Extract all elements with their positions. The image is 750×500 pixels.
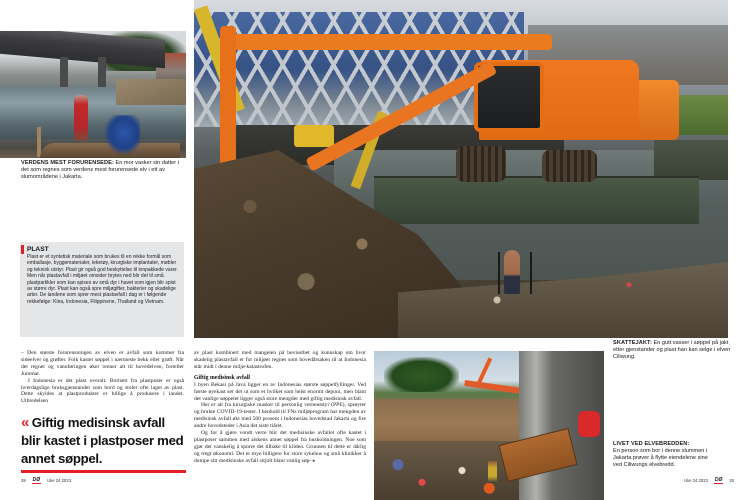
caption-text: En gutt vasser i søppel på jakt etter gjenstander og plast han kan selge i elven Ciliwung. bbox=[613, 340, 731, 360]
caption-text: En mor vasker sin datter i det som regnes som verdens mest forurensede elv i ett av slumområdene i Jakarta. bbox=[21, 160, 179, 180]
photo-river-washing bbox=[0, 31, 186, 158]
body-paragraph: Her er alt fra kirurgiske masker til personlig verneutstyr (PPE), sprøyter og brukte COVID-19-tester. I henhold til FNs miljøprogram har mengden av medisinsk avfall økt med 500 prosent i Indonesias hovedstad Jakarta og fire andre hovedsteder i Asia det siste tiåret. bbox=[194, 402, 366, 430]
photo-riverbank-debris bbox=[374, 351, 604, 500]
body-paragraph bbox=[194, 430, 366, 465]
photo-bridge-pillar bbox=[60, 57, 68, 87]
body-paragraph: I byen Bekasi på Java ligger en av Indonesias største søppelfyllinger. Ved første øyekast ser det ut som et hvilket som helst enormt deponi, men blant det vanlige søppelet ligger også store mengder med giftig medisinsk avfall. bbox=[194, 381, 366, 402]
photo-barge bbox=[374, 176, 699, 224]
body-paragraph: I Indonesia er det plast overalt. Bortsett fra plastposer er også hverdagslige bruksgjenstander som bord og stoler ofte laget av plast. Dette skyldes at plastprodukter er billige å produsere i landet. Utbredelsen bbox=[21, 377, 184, 405]
photo-bank bbox=[116, 79, 186, 105]
caption-lead: SKATTEJAKT: bbox=[613, 340, 652, 346]
page-number: 39 bbox=[21, 478, 26, 483]
photo-girl bbox=[74, 95, 88, 141]
pull-quote bbox=[21, 414, 186, 468]
photo-stick bbox=[498, 252, 500, 294]
photo-yellow-excavator bbox=[294, 125, 334, 147]
factbox-plast bbox=[20, 242, 184, 337]
caption-skattejakt bbox=[613, 340, 735, 361]
photo-barge-back bbox=[654, 140, 728, 180]
photo-man-red-shirt bbox=[578, 411, 600, 437]
photo-boom-arm bbox=[220, 26, 236, 166]
issue-date: Uke 24 2023 bbox=[47, 478, 71, 483]
photo-stick bbox=[530, 252, 532, 294]
factbox-title: PLAST bbox=[27, 246, 49, 253]
factbox-marker bbox=[21, 245, 24, 254]
issue-date: Uke 24 2023 bbox=[684, 478, 708, 483]
quote-mark-icon: « bbox=[21, 414, 28, 431]
body-paragraph: av plast kombinert med mangelen på bevissthet og kunnskap om hvor skadelig plastavfall er for miljøet regnes som hovedårsaken til at Indonesia står midt i denne miljø-katastrofen. bbox=[194, 350, 366, 370]
factbox-body: Plast er et syntetisk materiale som brukes til en rekke formål som emballasje, byggematerialer, leketøy, kirurgiske implantater, møbler og teknisk utstyr. Plast gir også god beskyttelse til innpakkede varer. Men når plastavfall i miljøet omsider brytes ned blir det til små plastpartikler som kan spises av små dyr i havet som igjen blir spist av større dyr. Plast kan også spre miljøgifter, bakterier og skadelige arter. De landene som sprer mest plastavfall i dag er i følgende rekkefølge: Kina, Indonesia, Filippinene, Thailand og Vietnam. bbox=[27, 254, 178, 305]
caption-lead: VERDENS MEST FORURENSEDE: bbox=[21, 160, 114, 166]
continue-arrow-icon: ▸ bbox=[312, 457, 316, 464]
body-column-middle bbox=[194, 350, 366, 465]
caption-lead: LIVET VED ELVEBREDDEN: bbox=[613, 441, 690, 447]
photo-boom bbox=[222, 34, 552, 50]
pull-quote-rule bbox=[21, 470, 186, 473]
caption-river bbox=[21, 160, 186, 181]
subheading: Giftig medisinsk avfall bbox=[194, 374, 251, 381]
photo-brown-river bbox=[374, 399, 524, 447]
photo-trees bbox=[384, 357, 459, 392]
photo-boy bbox=[488, 461, 497, 483]
photo-bridge-pillar bbox=[98, 57, 106, 87]
folio-left bbox=[21, 478, 71, 484]
photo-track bbox=[456, 146, 506, 182]
photo-mother bbox=[104, 115, 140, 155]
body-paragraph: – Den største forurensningen av elven er avfall som kommer fra sideelver og grøfter. Folk kaster søppel i nærmeste bekk eller grøft. Når det regner og vannføringen øker renner alt til hovedelven, forteller Jummar. bbox=[21, 350, 184, 377]
photo-boy bbox=[504, 250, 520, 294]
body-column-left bbox=[21, 350, 184, 405]
magazine-logo: DØ bbox=[32, 477, 41, 483]
photo-track bbox=[542, 150, 597, 182]
photo-excavators bbox=[194, 0, 728, 338]
body-paragraph-text: Og for å gjøre vondt verre blir det medisinske avfallet ofte kastet i plastposer sammen med alskens annet søppel fra husholdningen. Noe som gjør det vanskelig å sporre det tilbake til kilden. Grunnen til dette er dårlig og tregt økonomi. Det er mye billigere for store sykehus og små klinikker å dumpe sitt medisinske avfall sitjult blant vanlig søp- bbox=[194, 430, 366, 464]
page-number: 25 bbox=[729, 478, 734, 483]
magazine-logo: DØ bbox=[714, 477, 723, 483]
caption-livet bbox=[613, 441, 708, 469]
caption-text: En person som bor i denne slummen i Jakarta prøver å flytte eiendelene sine ved Ciliwungs elvebredd. bbox=[613, 448, 708, 468]
folio-right bbox=[684, 478, 734, 484]
pull-quote-text: Giftig medisinsk avfall blir kastet i plastposer med annet søppel. bbox=[21, 415, 184, 466]
